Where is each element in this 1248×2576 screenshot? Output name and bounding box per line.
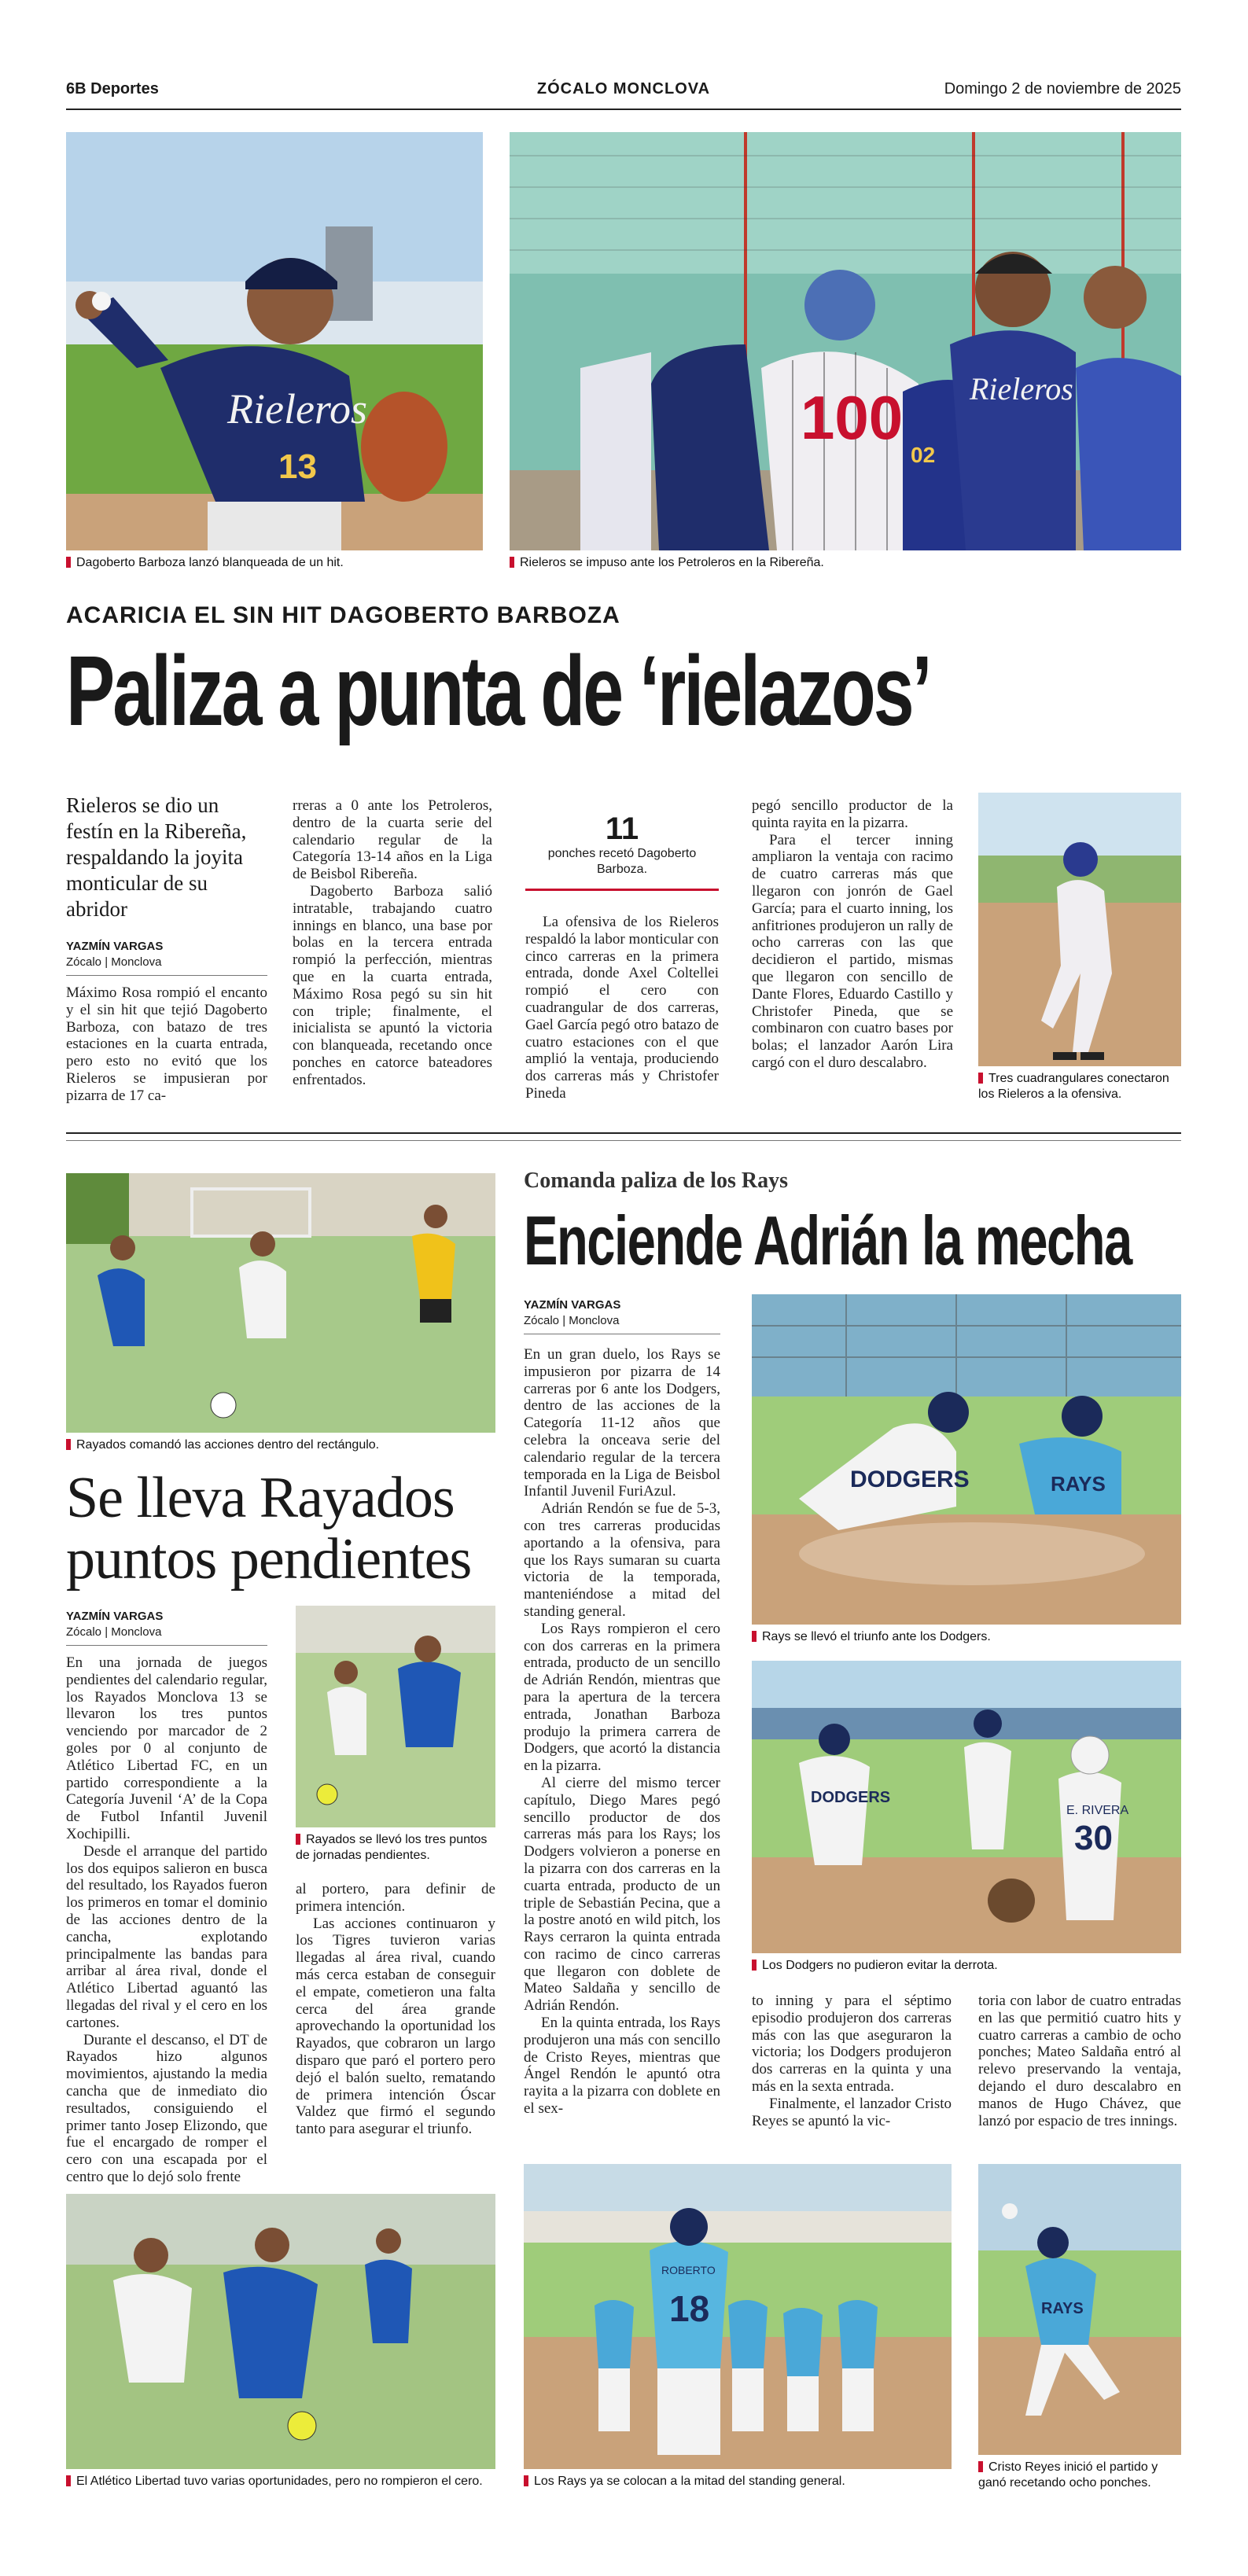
story2-byline: YAZMÍN VARGAS Zócalo | Monclova [66,1610,164,1639]
photo-catch [752,1661,1181,1953]
story2-col2: al portero, para definir de primera intención. Las acciones continuaron y los Tigres tuvieron varias llegadas al área rival, cuando más cerca estaban de conseguir el empate, cometieron una falta cerca del área grande aprovechando la oportunidad los Rayados, que cobraron un largo disparo que paró el portero pero dejó el balón suelto, rematando de primera intención Óscar Valdez que firmó el segundo tanto para asegurar el triunfo. [296,1881,495,2138]
caption-rays-team: Los Rays ya se colocan a la mitad del standing general. [524,2474,952,2490]
svg-text:Rieleros: Rieleros [970,371,1073,407]
story1-col3: La ofensiva de los Rieleros respaldó la labor monticular con cinco carreras en la primera entrada, donde Axel Coltellei rompió el cero con cuadrangular de dos carreras, Gael García pegó otro batazo de cuatro estaciones con el que amplió la ventaja, produciendo dos carreras más y Christofer Pineda [525,914,719,1102]
caption-soccer-bottom: El Atlético Libertad tuvo varias oportunidades, pero no rompieron el cero. [66,2474,506,2490]
story1-col2: rreras a 0 ante los Petroleros, dentro de la cuarta serie del calendario regular de la Categoría 13-14 años en la Liga de Beisbol Ribereña. Dagoberto Barboza salió intratable, trabajando cuatro innings en blanco, una base por bolas en la tercera entrada rompió la perfección, mientras que en la cuarta entrada, Máximo Rosa pegó su sin hit con triple; finalmente, el inicialista se apuntó la victoria con blanqueada, recetando once ponches en catorce bateadores enfrentados. [293,797,492,1088]
story3-kicker: Comanda paliza de los Rays [524,1168,789,1193]
svg-text:RAYS: RAYS [1041,2300,1084,2317]
story2-headline: Se lleva Rayados puntos pendientes [66,1466,472,1592]
caption-soccer-mid: Rayados se llevó los tres puntos de jornadas pendientes. [296,1833,488,1862]
photo-rays-team [524,2164,952,2469]
story3-col2: to inning y para el séptimo episodio produjeron dos carreras más con las que aseguraron la victoria; los Dodgers produjeron dos carreras en la quinta y una más en la sexta entrada. Finalmente, el lanzador Cristo Reyes se apuntó la vic- [752,1993,952,2129]
story3-col1: En un gran duelo, los Rays se impusieron por pizarra de 14 carreras por 6 ante los Dodgers, dentro de las acciones de la Categoría 11-12 años que celebra la onceava serie del calendario regular de la tercera temporada en la Liga de Beisbol Infantil Juvenil FuriAzul. Adrián Rendón se fue de 5-3, con tres carreras producidas aportando a la ofensiva, para que los Rays sumaran su cuarta victoria de la temporada, manteniéndose a mitad del standing general. Los Rays rompieron el cero con dos carreras en la primera entrada, producto de un sencillo de Adrián Rendón, mientras que para la apertura de la tercera entrada, Jonathan Barboza produjo la primera carrera de Dodgers, que acortó la distancia en la pizarra. Al cierre del mismo tercer capítulo, Diego Mares pegó sencillo productor de dos carreras más para los Rays; los Dodgers volvieron a ponerse en la pizarra con dos carreras en la cuarta entrada, producto de un triple de Sebastián Pecina, que a la postre anotó en wild pitch, los Rays cerraron la quinta entrada con racimo de cinco carreras que llegaron con doblete de Mateo Saldaña y sencillo de Adrián Rendón. En la quinta entrada, los Rays produjeron una más con sencillo de Cristo Reyes, mientras que Ángel Rendón le apuntó otra rayita a la pizarra con doblete en el sex- [524,1346,720,2118]
caption-rieleros: Rieleros se impuso ante los Petroleros en la Ribereña. [510,555,1181,571]
caption-pitcher-rays: Cristo Reyes inició el partido y ganó recetando ocho ponches. [978,2460,1158,2490]
section-label: 6B Deportes [66,80,159,98]
story3-col3: toria con labor de cuatro entradas en las que permitió cuatro hits y cuatro carreras a cambio de ocho ponches; Mateo Saldaña entró al relevo preservando la ventaja, dejando el duro descalabro en manos de Hugo Chávez, que lanzó por espacio de tres innings. [978,1993,1181,2129]
caption-catch: Los Dodgers no pudieron evitar la derrota. [752,1958,1181,1974]
photo-soccer-top [66,1173,495,1433]
svg-text:02: 02 [911,443,936,467]
story3-headline: Enciende Adrián la mecha [524,1202,1132,1279]
story1-col1: Máximo Rosa rompió el encanto y el sin hit que tejió Dagoberto Barboza, con batazo de tres estaciones en la cuarta entrada, pero esto no evitó que los Rieleros se impusieran por pizarra de 17 ca- [66,984,267,1104]
stat-number: 11 [605,811,639,846]
photo-slide [752,1294,1181,1625]
story1-col4: pegó sencillo productor de la quinta rayita en la pizarra. Para el tercer inning ampliaron la ventaja con racimo de cuatro carreras más que llegaron con jonrón de Gael García; para el cuarto inning, los anfitriones produjeron un rally de ocho carreras con las que decidieron el partido, mismas que llegaron con sencillo de Dante Flores, Eduardo Castillo y Christofer Pineda, que se combinaron con cuatro bases por bolas; el lanzador Aarón Lira cargó con el duro descalabro. [752,797,953,1071]
newspaper-name: ZÓCALO MONCLOVA [536,80,711,98]
photo-rieleros-celebrate [510,132,1181,550]
byline-place: Zócalo | Monclova [66,955,162,969]
svg-text:ROBERTO: ROBERTO [661,2264,716,2276]
caption-runner: Tres cuadrangulares conectaron los Rieleros a la ofensiva. [978,1072,1169,1101]
svg-text:RAYS: RAYS [1051,1472,1106,1496]
svg-text:DODGERS: DODGERS [811,1789,891,1806]
svg-text:18: 18 [669,2288,710,2329]
stat-box [525,811,719,891]
page-header [66,72,1181,110]
story1-subhead: Rieleros se dio un festín en la Ribereña, respaldando la joyita monticular de su abridor [66,793,247,921]
stat-label: ponches recetó Dagoberto Barboza. [547,847,697,876]
story2-col1: En una jornada de juegos pendientes del calendario regular, los Rayados Monclova 13 se llevaron los tres puntos venciendo por marcador de 2 goles por 0 al conjunto de Atlético Libertad FC, en un partido correspondiente a la Categoría Juvenil ‘A’ de la Copa de Futbol Infantil Juvenil Xochipilli. Desde el arranque del partido los dos equipos salieron en busca del resultado, los Rayados fueron los primeros en tomar el dominio de las acciones dentro de la cancha, explotando principalmente las bandas para arribar al área rival, donde el Atlético Libertad aguantó las llegadas del rival y el cero en los cartones. Durante el descanso, el DT de Rayados hizo algunos movimientos, ajustando la media cancha que de inmediato dio resultados, consiguiendo el primer tanto Josep Elizondo, que fue el encargado de romper el cero con una escapada por el centro que lo dejó solo frente [66,1654,267,2185]
story1-headline: Paliza a punta de ‘rielazos’ [66,635,930,746]
caption-soccer-top: Rayados comandó las acciones dentro del rectángulo. [66,1437,495,1453]
photo-soccer-mid [296,1606,495,1827]
photo-runner [978,793,1181,1066]
photo-pitcher [66,132,483,550]
jersey-text: Rieleros [227,385,367,432]
story1-kicker: ACARICIA EL SIN HIT DAGOBERTO BARBOZA [66,602,620,628]
issue-date: Domingo 2 de noviembre de 2025 [944,80,1181,98]
caption-slide: Rays se llevó el triunfo ante los Dodgers. [752,1629,1181,1645]
svg-text:E. RIVERA: E. RIVERA [1066,1804,1129,1817]
photo-soccer-bottom [66,2194,495,2469]
svg-text:13: 13 [278,447,317,486]
svg-text:100: 100 [801,383,904,452]
svg-text:30: 30 [1074,1819,1113,1857]
svg-text:DODGERS: DODGERS [850,1466,970,1492]
byline-name: YAZMÍN VARGAS [66,940,164,953]
photo-pitcher-rays [978,2164,1181,2455]
story3-byline: YAZMÍN VARGAS Zócalo | Monclova [524,1298,621,1327]
caption-pitcher: Dagoberto Barboza lanzó blanqueada de un hit. [66,555,483,571]
story1-byline [66,939,267,970]
